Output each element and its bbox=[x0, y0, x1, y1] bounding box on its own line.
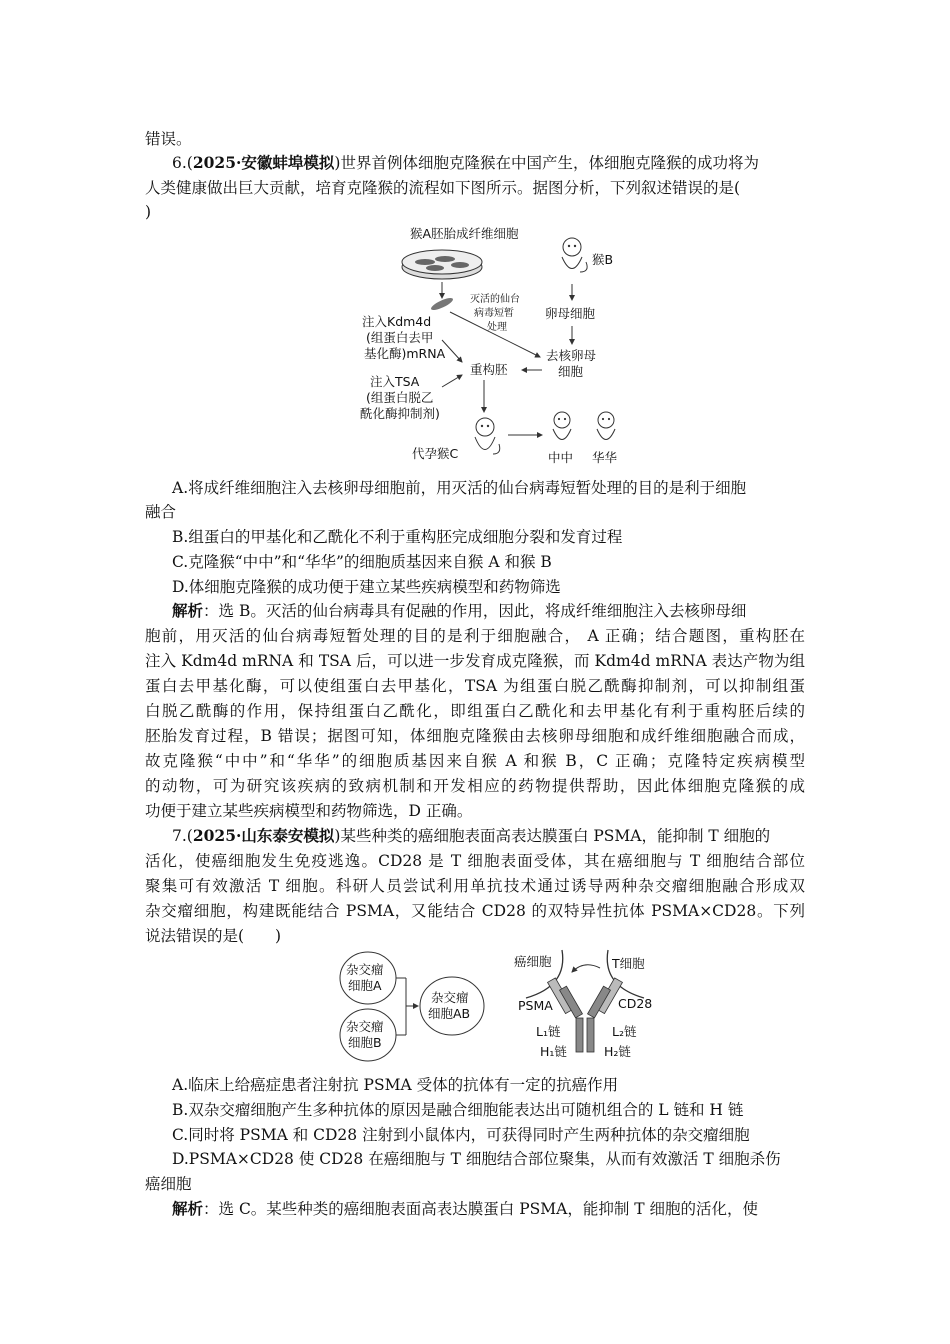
q7-option-d-line-2: 癌细胞 bbox=[145, 1175, 192, 1193]
enucleated-label-2: 细胞 bbox=[558, 364, 584, 379]
q6-stem-line-2: 人类健康做出巨大贡献，培育克隆猴的流程如下图所示。据图分析，下列叙述错误的是( bbox=[145, 179, 741, 197]
q7-stem-line-1: 7.(2025·山东泰安模拟)某些种类的癌细胞表面高表达膜蛋白 PSMA，能抑制 T 细胞的 bbox=[172, 826, 771, 845]
q6-analysis-line-9: 功便于建立某些疾病模型和药物筛选，D 正确。 bbox=[145, 802, 473, 820]
monkey-b-icon bbox=[562, 238, 587, 272]
virus-label-1: 灭活的仙台 bbox=[470, 294, 520, 305]
monkey-huahua-icon bbox=[597, 412, 615, 440]
t-cell-label: T细胞 bbox=[612, 956, 645, 971]
q7-number: 7.( bbox=[172, 827, 193, 845]
q7-analysis-line-1: 解析：选 C。某些种类的癌细胞表面高表达膜蛋白 PSMA，能抑制 T 细胞的活化，使 bbox=[172, 1199, 759, 1218]
q7-option-c: C.同时将 PSMA 和 CD28 注射到小鼠体内，可获得同时产生两种抗体的杂交瘤细胞 bbox=[172, 1126, 750, 1144]
q6-analysis-line-8: 的动物，可为研究该疾病的致病机制和开发相应的药物提供帮助，因此体细胞克隆猴的成 bbox=[145, 777, 805, 795]
q7-stem-line-5: 说法错误的是( ) bbox=[145, 927, 282, 945]
q6-analysis-line-1: 解析：选 B。灭活的仙台病毒具有促融的作用，因此，将成纤维细胞注入去核卵母细 bbox=[172, 601, 747, 620]
q6-analysis-line-7: 故克隆猴“中中”和“华华”的细胞质基因来自猴 A 和猴 B，C 正确；克隆特定疾病模型 bbox=[145, 752, 805, 770]
q6-number: 6.( bbox=[172, 154, 193, 172]
q6-option-b: B.组蛋白的甲基化和乙酰化不利于重构胚完成细胞分裂和发育过程 bbox=[172, 528, 623, 546]
cell-b-label-1: 杂交瘤 bbox=[346, 1019, 384, 1034]
cloning-flow-diagram bbox=[350, 222, 630, 472]
cell-a-label-1: 杂交瘤 bbox=[346, 962, 384, 977]
kdm4d-label-3: 基化酶)mRNA bbox=[364, 346, 446, 361]
q7-stem-line-2: 活化，使癌细胞发生免疫逃逸。CD28 是 T 细胞表面受体，其在癌细胞与 T 细胞结合部位 bbox=[145, 852, 805, 870]
q6-stem-line-3: ) bbox=[145, 203, 152, 221]
top-line: 错误。 bbox=[145, 130, 192, 148]
l1-label: L₁链 bbox=[536, 1024, 561, 1039]
reconstructed-label: 重构胚 bbox=[470, 362, 508, 377]
q7-option-b: B.双杂交瘤细胞产生多种抗体的原因是融合细胞能表达出可随机组合的 L 链和 H 链 bbox=[172, 1101, 744, 1119]
q7-stem-line-3: 聚集可有效激活 T 细胞。科研人员尝试利用单抗技术通过诱导两种杂交瘤细胞融合形成双 bbox=[145, 877, 805, 895]
q6-source: 2025·安徽蚌埠模拟 bbox=[192, 153, 335, 172]
q6-option-c: C.克隆猴“中中”和“华华”的细胞质基因来自猴 A 和猴 B bbox=[172, 553, 552, 571]
q6-analysis-line-3: 注入 Kdm4d mRNA 和 TSA 后，可以进一步发育成克隆猴，而 Kdm4d mRNA 表达产物为组 bbox=[145, 652, 805, 670]
cancer-cell-label: 癌细胞 bbox=[514, 954, 552, 969]
cell-ab-label-2: 细胞AB bbox=[428, 1006, 471, 1021]
q7-stem-line-4: 杂交瘤细胞，构建既能结合 PSMA，又能结合 CD28 的双特异性抗体 PSMA×CD28。下列 bbox=[145, 902, 805, 920]
psma-label: PSMA bbox=[518, 998, 553, 1013]
cell-a-label-2: 细胞A bbox=[348, 978, 382, 993]
h2-label: H₂链 bbox=[604, 1044, 631, 1059]
q6-option-a-line-2: 融合 bbox=[145, 503, 177, 521]
monkey-c-icon bbox=[475, 418, 500, 454]
cell-ab-label-1: 杂交瘤 bbox=[431, 990, 469, 1005]
q6-stem-text: )世界首例体细胞克隆猴在中国产生，体细胞克隆猴的成功将为 bbox=[334, 154, 759, 172]
l2-label: L₂链 bbox=[612, 1024, 637, 1039]
kdm4d-label-1: 注入Kdm4d bbox=[362, 314, 432, 329]
virus-label-2: 病毒短暂 bbox=[474, 308, 514, 319]
q7-source: 2025·山东泰安模拟 bbox=[192, 826, 335, 845]
oocyte-label: 卵母细胞 bbox=[545, 306, 596, 321]
huahua-label: 华华 bbox=[592, 450, 618, 465]
monkey-zhongzhong-icon bbox=[553, 412, 571, 440]
q7-option-d-line-1: D.PSMA×CD28 使 CD28 在癌细胞与 T 细胞结合部位聚集，从而有效激活 T 细胞杀伤 bbox=[172, 1150, 781, 1168]
surrogate-label: 代孕猴C bbox=[412, 446, 459, 461]
q6-analysis-line-6: 胚胎发育过程，B 错误；据图可知，体细胞克隆猴由去核卵母细胞和成纤维细胞融合而成， bbox=[145, 727, 805, 745]
q6-stem-line-1 bbox=[172, 152, 759, 174]
h1-label: H₁链 bbox=[540, 1044, 567, 1059]
cd28-label: CD28 bbox=[618, 996, 653, 1011]
tsa-label-3: 酰化酶抑制剂) bbox=[360, 406, 440, 421]
fibroblast-label: 猴A胚胎成纤维细胞 bbox=[410, 226, 519, 241]
antibody-stem-h1 bbox=[576, 1018, 583, 1052]
antibody-stem-h2 bbox=[587, 1018, 594, 1052]
q6-analysis-line-4: 蛋白去甲基化酶，可以使组蛋白去甲基化，TSA 为组蛋白脱乙酰酶抑制剂，可以抑制组蛋 bbox=[145, 677, 805, 695]
q6-option-d: D.体细胞克隆猴的成功便于建立某些疾病模型和药物筛选 bbox=[172, 578, 561, 596]
cell-b-label-2: 细胞B bbox=[348, 1035, 382, 1050]
petri-dish-icon bbox=[402, 250, 482, 279]
q6-analysis-line-5: 白脱乙酰酶的作用，保持组蛋白乙酰化，即组蛋白乙酰化和去甲基化有利于重构胚后续的 bbox=[145, 702, 805, 720]
monkey-b-label: 猴B bbox=[592, 252, 614, 267]
hybridoma-fusion-diagram bbox=[334, 948, 494, 1064]
virus-label-3: 处理 bbox=[487, 322, 507, 333]
kdm4d-label-2: (组蛋白去甲 bbox=[366, 330, 434, 345]
q6-analysis-line-2: 胞前，用灭活的仙台病毒短暂处理的目的是利于细胞融合， A 正确；结合题图，重构胚在 bbox=[145, 627, 805, 645]
q6-analysis-label: 解析 bbox=[172, 601, 204, 620]
tsa-label-2: (组蛋白脱乙 bbox=[366, 390, 434, 405]
bispecific-antibody-diagram bbox=[500, 948, 670, 1064]
q7-analysis-label: 解析 bbox=[172, 1199, 204, 1218]
q6-option-a-line-1: A.将成纤维细胞注入去核卵母细胞前，用灭活的仙台病毒短暂处理的目的是利于细胞 bbox=[172, 479, 747, 497]
zhongzhong-label: 中中 bbox=[548, 450, 574, 465]
tsa-label-1: 注入TSA bbox=[370, 374, 420, 389]
q7-option-a: A.临床上给癌症患者注射抗 PSMA 受体的抗体有一定的抗癌作用 bbox=[172, 1076, 619, 1094]
enucleated-label-1: 去核卵母 bbox=[546, 348, 597, 363]
fibroblast-cell-icon bbox=[430, 296, 455, 312]
